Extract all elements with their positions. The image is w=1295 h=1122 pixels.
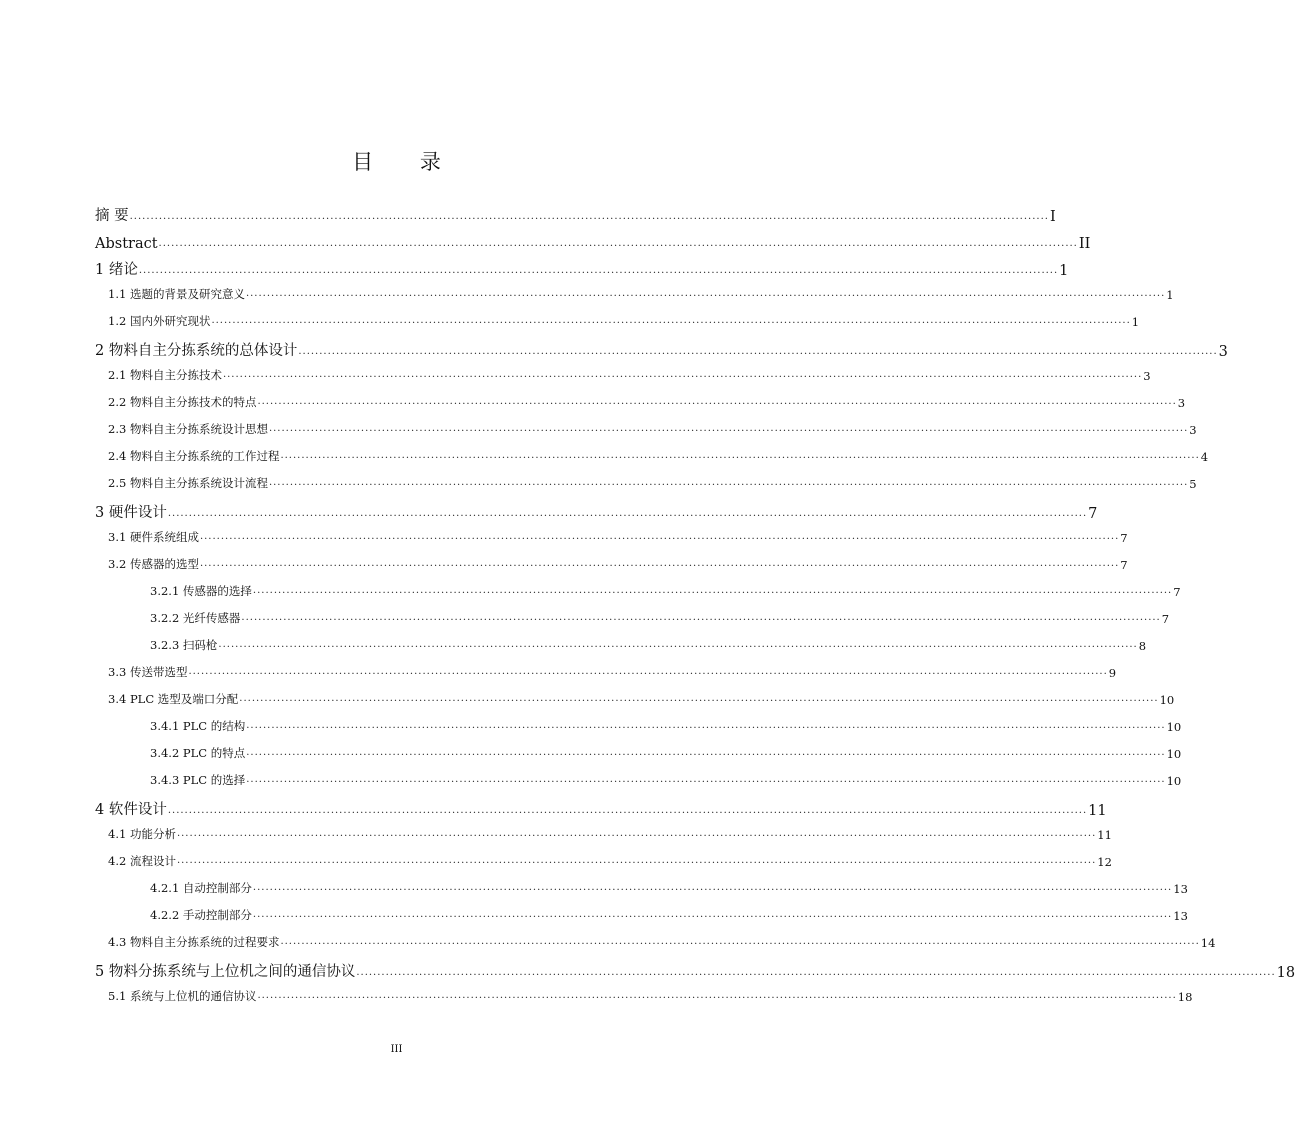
toc-leader-dots: ............................................................................................................................................................................................................................ — [246, 774, 1166, 785]
toc-entry-label: 2.3 物料自主分拣系统设计思想 — [108, 422, 268, 436]
toc-entry-page: 3 — [1218, 344, 1228, 360]
toc-entry-page: 7 — [1088, 506, 1098, 522]
toc-leader-dots: ............................................................................................................................................................................................................................ — [298, 346, 1218, 357]
toc-entry-page: 11 — [1097, 828, 1112, 842]
toc-entry[interactable] — [95, 988, 1193, 1004]
toc-entry-label: 4.3 物料自主分拣系统的过程要求 — [108, 935, 280, 949]
toc-leader-dots: ............................................................................................................................................................................................................................ — [246, 747, 1166, 758]
toc-entry[interactable] — [95, 691, 1175, 707]
toc-entry[interactable] — [95, 421, 1197, 437]
toc-entry-label: 3.1 硬件系统组成 — [108, 530, 199, 544]
toc-entry-page: 9 — [1108, 666, 1117, 680]
toc-entry[interactable] — [95, 961, 1295, 981]
toc-entry[interactable] — [95, 475, 1197, 491]
toc-entry-page: 10 — [1166, 774, 1182, 788]
toc-entry-label: 2.4 物料自主分拣系统的工作过程 — [108, 449, 280, 463]
toc-entry-page: 8 — [1138, 639, 1147, 653]
toc-leader-dots: ............................................................................................................................................................................................................................ — [211, 315, 1131, 326]
toc-entry[interactable] — [95, 610, 1170, 626]
toc-leader-dots: ............................................................................................................................................................................................................................ — [246, 720, 1166, 731]
toc-entry[interactable] — [95, 448, 1209, 464]
toc-entry[interactable] — [95, 745, 1182, 761]
toc-entry-label: 1.2 国内外研究现状 — [108, 314, 211, 328]
toc-entry-label: 4.1 功能分析 — [108, 827, 176, 841]
toc-entry-label: 2.1 物料自主分拣技术 — [108, 368, 222, 382]
toc-leader-dots: ............................................................................................................................................................................................................................ — [241, 612, 1161, 623]
toc-entry-page: 13 — [1173, 909, 1188, 923]
toc-entry-label: 3.3 传送带选型 — [108, 665, 188, 679]
toc-entry[interactable] — [95, 205, 1056, 225]
toc-entry-page: 7 — [1173, 585, 1181, 599]
toc-entry-label: 5.1 系统与上位机的通信协议 — [108, 989, 257, 1003]
toc-leader-dots: ............................................................................................................................................................................................................................ — [222, 369, 1143, 380]
toc-leader-dots: ............................................................................................................................................................................................................................ — [129, 211, 1049, 222]
toc-entry-page: 12 — [1097, 855, 1112, 869]
page-number: III — [390, 1044, 403, 1055]
toc-entry[interactable] — [95, 907, 1188, 923]
toc-entry-page: 10 — [1159, 693, 1175, 707]
toc-entry-page: 10 — [1166, 747, 1182, 761]
toc-entry-label: 4.2.2 手动控制部分 — [150, 908, 252, 922]
toc-entry-page: 18 — [1276, 965, 1295, 981]
toc-leader-dots: ............................................................................................................................................................................................................................ — [268, 477, 1189, 488]
toc-entry[interactable] — [95, 556, 1128, 572]
toc-entry-label: 摘 要 — [95, 208, 129, 224]
toc-entry[interactable] — [95, 529, 1128, 545]
toc-entry-page: 1 — [1131, 315, 1140, 329]
toc-entry[interactable] — [95, 313, 1140, 329]
toc-leader-dots: ............................................................................................................................................................................................................................ — [176, 828, 1097, 839]
toc-entry-label: 2.2 物料自主分拣技术的特点 — [108, 395, 257, 409]
toc-leader-dots: ............................................................................................................................................................................................................................ — [138, 265, 1059, 276]
toc-entry-page: I — [1049, 209, 1056, 225]
toc-entry-label: 3.4.1 PLC 的结构 — [150, 719, 246, 733]
toc-entry-label: 4.2 流程设计 — [108, 854, 176, 868]
page-title: 目 录 — [352, 150, 461, 174]
toc-leader-dots: ............................................................................................................................................................................................................................ — [356, 967, 1276, 978]
toc-entry-page: 3 — [1177, 396, 1186, 410]
toc-leader-dots: ............................................................................................................................................................................................................................ — [280, 936, 1200, 947]
toc-entry-label: 2 物料自主分拣系统的总体设计 — [95, 343, 298, 359]
toc-entry-page: 10 — [1166, 720, 1182, 734]
toc-entry-page: 7 — [1120, 531, 1128, 545]
toc-entry-page: 11 — [1088, 803, 1107, 819]
toc-leader-dots: ............................................................................................................................................................................................................................ — [268, 423, 1189, 434]
toc-entry[interactable] — [95, 502, 1098, 522]
toc-entry-label: 2.5 物料自主分拣系统设计流程 — [108, 476, 268, 490]
toc-leader-dots: ............................................................................................................................................................................................................................ — [218, 639, 1138, 650]
toc-entry-label: 4 软件设计 — [95, 802, 167, 818]
toc-entry-label: 3.2.2 光纤传感器 — [150, 611, 241, 625]
toc-entry[interactable] — [95, 259, 1069, 279]
toc-entry[interactable] — [95, 664, 1117, 680]
toc-entry-label: 5 物料分拣系统与上位机之间的通信协议 — [95, 964, 356, 980]
toc-leader-dots: ............................................................................................................................................................................................................................ — [257, 396, 1177, 407]
toc-entry-label: 3.4.3 PLC 的选择 — [150, 773, 246, 787]
toc-entry[interactable] — [95, 826, 1112, 842]
toc-entry-label: 3.2.3 扫码枪 — [150, 638, 218, 652]
toc-entry[interactable] — [95, 637, 1147, 653]
toc-entry-label: 3.4.2 PLC 的特点 — [150, 746, 246, 760]
toc-entry[interactable] — [95, 394, 1186, 410]
toc-entry-page: 18 — [1177, 990, 1193, 1004]
toc-entry[interactable] — [95, 340, 1228, 360]
toc-leader-dots: ............................................................................................................................................................................................................................ — [257, 990, 1177, 1001]
toc-leader-dots: ............................................................................................................................................................................................................................ — [188, 666, 1108, 677]
toc-leader-dots: ............................................................................................................................................................................................................................ — [167, 805, 1088, 816]
toc-leader-dots: ............................................................................................................................................................................................................................ — [158, 238, 1078, 249]
toc-entry[interactable] — [95, 880, 1188, 896]
toc-entry-page: 7 — [1120, 558, 1128, 572]
toc-entry-label: 1.1 选题的背景及研究意义 — [108, 287, 245, 301]
toc-entry-page: 3 — [1143, 369, 1151, 383]
toc-leader-dots: ............................................................................................................................................................................................................................ — [252, 909, 1173, 920]
toc-entry-page: 13 — [1173, 882, 1188, 896]
toc-entry-page: 1 — [1166, 288, 1174, 302]
toc-entry-page: 14 — [1200, 936, 1216, 950]
toc-leader-dots: ............................................................................................................................................................................................................................ — [252, 585, 1173, 596]
toc-entry[interactable] — [95, 934, 1216, 950]
toc-leader-dots: ............................................................................................................................................................................................................................ — [280, 450, 1200, 461]
toc-leader-dots: ............................................................................................................................................................................................................................ — [167, 508, 1088, 519]
toc-leader-dots: ............................................................................................................................................................................................................................ — [199, 531, 1120, 542]
toc-entry[interactable] — [95, 853, 1112, 869]
toc-entry-page: 1 — [1059, 263, 1069, 279]
toc-leader-dots: ............................................................................................................................................................................................................................ — [245, 288, 1166, 299]
toc-leader-dots: ............................................................................................................................................................................................................................ — [176, 855, 1097, 866]
toc-entry[interactable] — [95, 367, 1151, 383]
toc-leader-dots: ............................................................................................................................................................................................................................ — [199, 558, 1120, 569]
toc-entry[interactable] — [95, 718, 1182, 734]
toc-entry-label: Abstract — [95, 236, 158, 252]
toc-leader-dots: ............................................................................................................................................................................................................................ — [252, 882, 1173, 893]
toc-entry[interactable] — [95, 583, 1181, 599]
toc-entry[interactable] — [95, 799, 1107, 819]
toc-entry-page: 3 — [1189, 423, 1197, 437]
toc-entry-page: 5 — [1189, 477, 1197, 491]
toc-entry-label: 3.2.1 传感器的选择 — [150, 584, 252, 598]
toc-entry[interactable] — [95, 232, 1091, 252]
toc-entry[interactable] — [95, 772, 1182, 788]
toc-entry-page: 7 — [1161, 612, 1170, 626]
toc-entry-page: II — [1078, 236, 1091, 252]
toc-entry-label: 3.4 PLC 选型及端口分配 — [108, 692, 239, 706]
toc-entry-label: 1 绪论 — [95, 262, 138, 278]
toc-leader-dots: ............................................................................................................................................................................................................................ — [239, 693, 1159, 704]
toc-entry-label: 3.2 传感器的选型 — [108, 557, 199, 571]
toc-entry-label: 4.2.1 自动控制部分 — [150, 881, 252, 895]
toc-entry[interactable] — [95, 286, 1174, 302]
toc-entry-page: 4 — [1200, 450, 1209, 464]
toc-entry-label: 3 硬件设计 — [95, 505, 167, 521]
